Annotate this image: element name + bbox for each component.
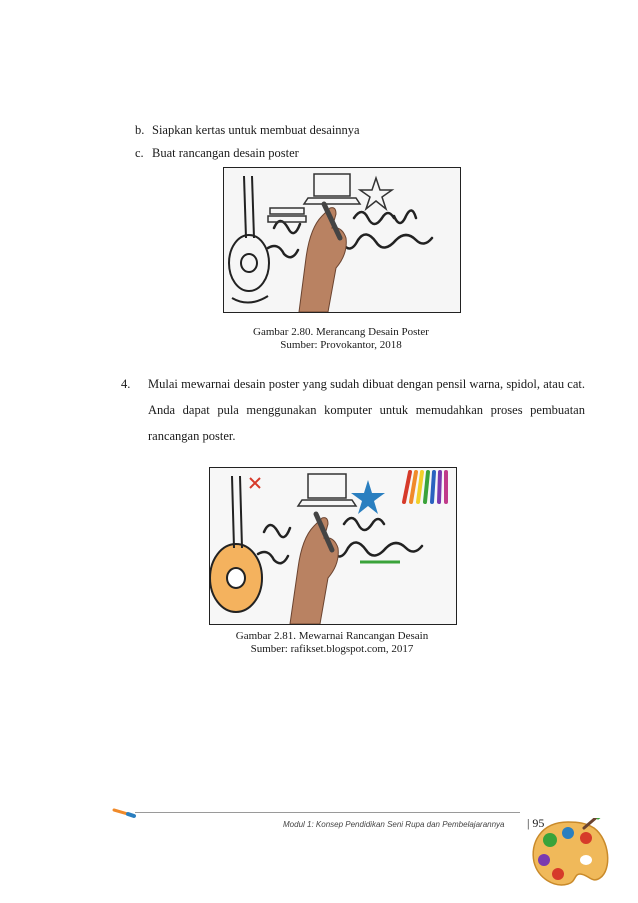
figure-source: Sumber: rafikset.blogspot.com, 2017 bbox=[250, 643, 414, 655]
list-text: Siapkan kertas untuk membuat desainnya bbox=[152, 123, 360, 137]
brush-icon bbox=[112, 806, 138, 820]
list-item-c bbox=[135, 145, 435, 161]
module-title: Modul 1: Konsep Pendidikan Seni Rupa dan Pembelajarannya bbox=[283, 820, 505, 829]
numbered-paragraph bbox=[121, 371, 585, 451]
list-text: Buat rancangan desain poster bbox=[152, 146, 299, 160]
list-marker: c. bbox=[135, 146, 144, 160]
colored-illustration bbox=[210, 468, 456, 624]
figure-image-sketch bbox=[223, 167, 461, 313]
list-marker: b. bbox=[135, 123, 145, 137]
list-item-b bbox=[135, 122, 435, 138]
figure-caption: Gambar 2.81. Mewarnai Rancangan Desain bbox=[235, 630, 429, 642]
figure-caption: Gambar 2.80. Merancang Desain Poster bbox=[253, 326, 429, 338]
figure-image-colored bbox=[209, 467, 457, 625]
footer-rule bbox=[135, 812, 520, 813]
palette-icon bbox=[528, 818, 614, 898]
page-number: | 95 bbox=[527, 816, 545, 830]
paragraph-text: Mulai mewarnai desain poster yang sudah dibuat dengan pensil warna, spidol, atau cat. Anda dapat pula menggunakan komputer untuk memudahkan proses pembuatan rancangan poster. bbox=[148, 377, 585, 443]
paragraph-number: 4. bbox=[121, 377, 131, 391]
sketch-illustration bbox=[224, 168, 460, 312]
figure-source: Sumber: Provokantor, 2018 bbox=[280, 339, 402, 351]
